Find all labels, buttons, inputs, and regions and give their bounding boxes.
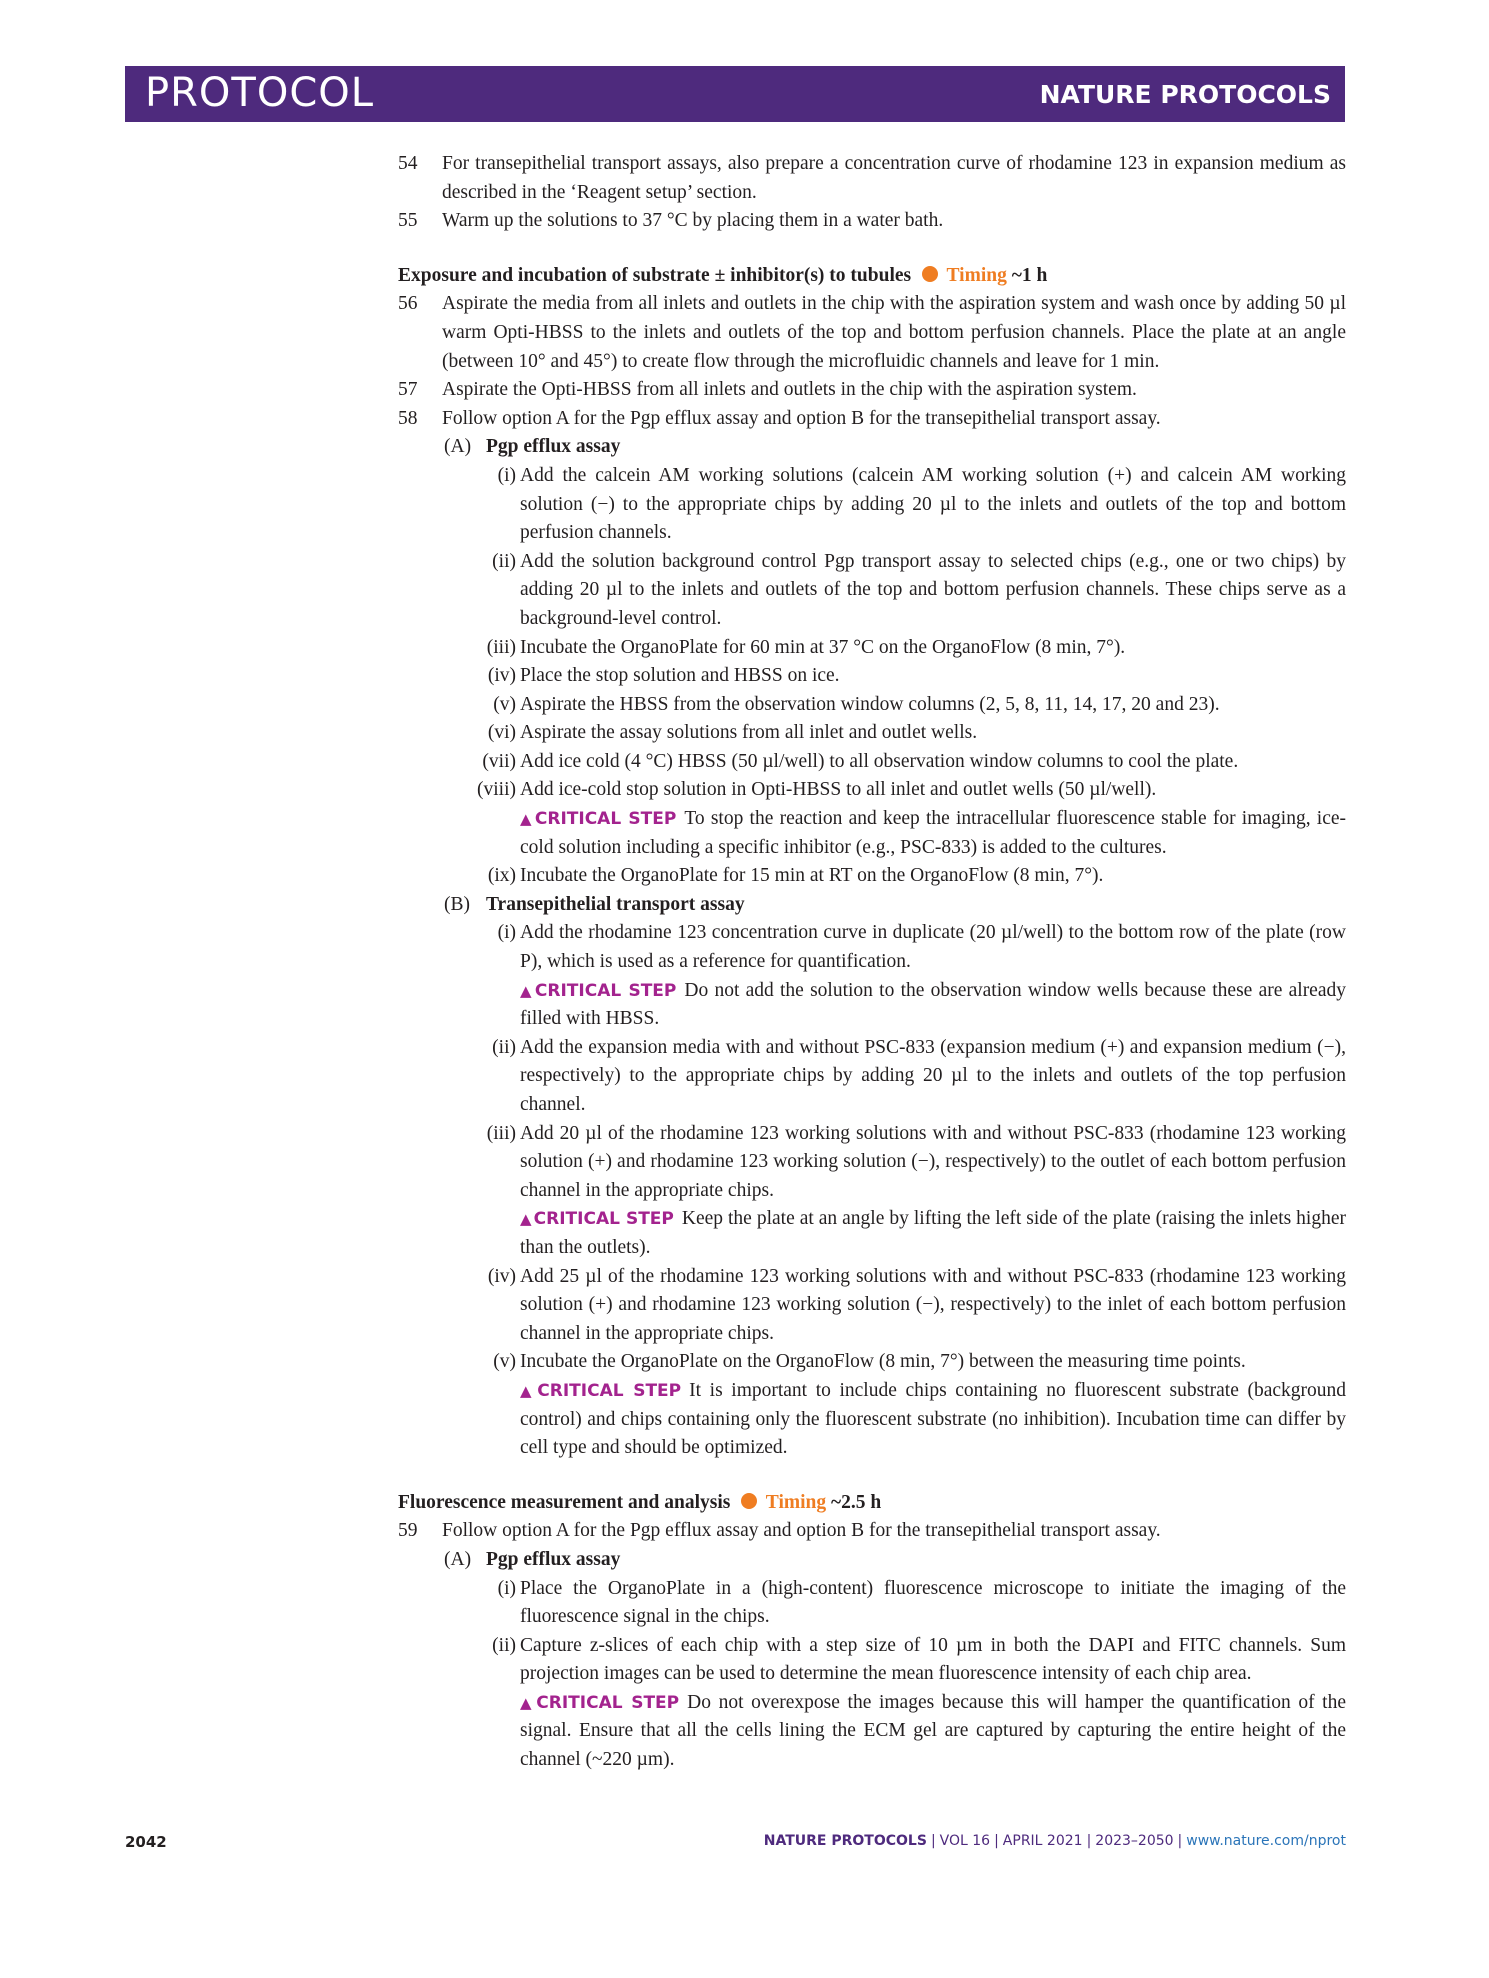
substep-item: [398, 719, 1346, 748]
substep-item: [398, 1575, 1346, 1632]
substep-text: Add 20 µl of the rhodamine 123 working solutions with and without PSC-833 (rhodamine 123 working solution (+) and rhodamine 123 working solution (−), respectively) to the outlet of each bottom perfusion channel in the appropriate chips.: [520, 1122, 1346, 1201]
step-57: [398, 376, 1346, 405]
substep-list-58A: [398, 462, 1346, 891]
substep-numeral: (i): [497, 922, 516, 944]
critical-step-text-label: CRITICAL STEP: [534, 809, 677, 830]
substep-text: Add 25 µl of the rhodamine 123 working solutions with and without PSC-833 (rhodamine 123 working solution (+) and rhodamine 123 working solution (−), respectively) to the inlet of each bottom perfusion channel in the appropriate chips.: [520, 1265, 1346, 1344]
warning-triangle-icon: ▲: [520, 1381, 536, 1400]
substep-text: Add the solution background control Pgp transport assay to selected chips (e.g., one or two chips) by adding 20 µl to the inlets and outlets of the top and bottom perfusion channels. These chips serve as a background-level control.: [520, 550, 1346, 629]
critical-step-text-label: CRITICAL STEP: [536, 1692, 680, 1713]
critical-step-note: [520, 1205, 1346, 1262]
substep-numeral: (ii): [492, 1634, 516, 1656]
critical-step-note: [520, 1377, 1346, 1463]
substep-item: [398, 662, 1346, 691]
substep-numeral: (ii): [492, 1036, 516, 1058]
substep-numeral: (vii): [482, 750, 516, 772]
header-bar: [125, 66, 1345, 122]
substep-text: Aspirate the HBSS from the observation window columns (2, 5, 8, 11, 14, 17, 20 and 23).: [520, 693, 1220, 715]
substep-item: [398, 1348, 1346, 1462]
substep-item: [398, 1034, 1346, 1120]
critical-step-text-label: CRITICAL STEP: [537, 1380, 682, 1401]
substep-item: [398, 862, 1346, 891]
page-number: 2042: [125, 1833, 167, 1851]
step-56: [398, 290, 1346, 376]
substep-numeral: (iv): [487, 665, 516, 687]
warning-triangle-icon: ▲: [520, 1210, 532, 1229]
warning-triangle-icon: ▲: [520, 981, 533, 1000]
step-number: 56: [398, 293, 418, 315]
substep-text: Aspirate the assay solutions from all inlet and outlet wells.: [520, 722, 978, 744]
warning-triangle-icon: ▲: [520, 1693, 535, 1712]
substep-item: [398, 919, 1346, 1033]
critical-step-text: It is important to include chips containing no fluorescent substrate (background control) and chips containing only the fluorescent substrate (no inhibition). Incubation time can differ by cell type and should be optimized.: [520, 1379, 1347, 1459]
step-text: Warm up the solutions to 37 °C by placing them in a water bath.: [442, 210, 944, 232]
substep-text: Incubate the OrganoPlate for 60 min at 37 °C on the OrganoFlow (8 min, 7°).: [520, 636, 1126, 658]
substep-item: [398, 1263, 1346, 1349]
option-title: Transepithelial transport assay: [486, 893, 745, 915]
substep-item: [398, 748, 1346, 777]
substep-numeral: (ii): [492, 550, 516, 572]
step-text: For transepithelial transport assays, also prepare a concentration curve of rhodamine 123 in expansion medium as described in the ‘Reagent setup’ section.: [442, 153, 1346, 203]
critical-step-text: Keep the plate at an angle by lifting the left side of the plate (raising the inlets higher than the outlets).: [520, 1208, 1347, 1258]
critical-step-note: [520, 977, 1346, 1034]
footer-date: APRIL 2021: [1002, 1833, 1083, 1849]
substep-item: [398, 1632, 1346, 1775]
option-58A: [398, 433, 1346, 462]
footer-journal: NATURE PROTOCOLS: [763, 1833, 927, 1849]
footer-url-link[interactable]: www.nature.com/nprot: [1186, 1833, 1346, 1849]
critical-step-note: [520, 805, 1346, 862]
substep-item: [398, 462, 1346, 548]
step-number: 54: [398, 153, 418, 174]
substep-numeral: (viii): [477, 779, 516, 801]
timing-dot-icon: [922, 266, 938, 282]
substep-item: [398, 634, 1346, 663]
timing-duration: ~2.5 h: [831, 1491, 882, 1513]
substep-list-58B: [398, 919, 1346, 1462]
critical-step-label: [520, 1209, 674, 1229]
critical-step-text-label: CRITICAL STEP: [533, 1209, 674, 1230]
critical-step-label: [520, 809, 676, 829]
substep-text: Place the stop solution and HBSS on ice.: [520, 665, 840, 687]
section-title: Exposure and incubation of substrate ± inhibitor(s) to tubules: [398, 264, 912, 286]
critical-step-text: To stop the reaction and keep the intracellular fluorescence stable for imaging, ice-cold solution including a specific inhibitor (e.g., PSC-833) is added to the cultures.: [520, 808, 1346, 858]
section-title: Fluorescence measurement and analysis: [398, 1491, 731, 1513]
option-58B: [398, 891, 1346, 920]
option-label: (A): [444, 1548, 472, 1570]
timing-label: Timing: [765, 1491, 827, 1513]
substep-list-59A: [398, 1575, 1346, 1775]
substep-text: Add ice-cold stop solution in Opti-HBSS to all inlet and outlet wells (50 µl/well).: [520, 779, 1157, 801]
substep-numeral: (iii): [486, 1122, 516, 1144]
substep-text: Add the calcein AM working solutions (calcein AM working solution (+) and calcein AM working solution (−) to the appropriate chips by adding 20 µl to the inlets and outlets of the top and bottom perfusion channels.: [520, 464, 1346, 544]
step-number: 55: [398, 210, 418, 232]
option-title: Pgp efflux assay: [486, 436, 621, 458]
step-text: Aspirate the Opti-HBSS from all inlets and outlets in the chip with the aspiration system.: [442, 379, 1137, 401]
warning-triangle-icon: ▲: [520, 810, 533, 829]
critical-step-text-label: CRITICAL STEP: [534, 980, 677, 1001]
step-text: Follow option A for the Pgp efflux assay and option B for the transepithelial transport assay.: [442, 1520, 1161, 1542]
step-text: Follow option A for the Pgp efflux assay and option B for the transepithelial transport assay.: [442, 407, 1161, 429]
step-55: [398, 207, 1346, 236]
timing-dot-icon: [741, 1493, 757, 1509]
section-heading-exposure: [398, 262, 1346, 291]
step-59: [398, 1517, 1346, 1546]
step-text: Aspirate the media from all inlets and outlets in the chip with the aspiration system and wash once by adding 50 µl warm Opti-HBSS to the inlets and outlets of the top and bottom perfusion channels. Place the plate at an angle (between 10° and 45°) to create flow through the microfluidic channels and leave for 1 min.: [442, 293, 1346, 372]
option-label: (B): [444, 893, 470, 915]
critical-step-label: [520, 1381, 681, 1401]
step-number: 57: [398, 379, 418, 401]
critical-step-label: [520, 1693, 679, 1713]
header-journal-name: NATURE PROTOCOLS: [1039, 80, 1331, 109]
substep-numeral: (ix): [487, 865, 516, 887]
critical-step-label: [520, 981, 676, 1001]
header-section-label: PROTOCOL: [145, 70, 375, 116]
step-54: [398, 150, 1346, 207]
substep-numeral: (i): [497, 1577, 516, 1599]
substep-item: [398, 548, 1346, 634]
critical-step-text: Do not add the solution to the observation window wells because these are already filled with HBSS.: [520, 979, 1346, 1030]
substep-text: Incubate the OrganoPlate for 15 min at RT on the OrganoFlow (8 min, 7°).: [520, 865, 1104, 887]
step-number: 58: [398, 407, 418, 429]
substep-text: Incubate the OrganoPlate on the OrganoFlow (8 min, 7°) between the measuring time points.: [520, 1351, 1246, 1373]
main-content: [398, 150, 1346, 1775]
footer-pages: 2023–2050: [1095, 1833, 1174, 1849]
substep-numeral: (vi): [487, 722, 516, 744]
section-heading-fluorescence: [398, 1489, 1346, 1518]
substep-item: [398, 776, 1346, 862]
footer-volume: VOL 16: [939, 1833, 991, 1849]
substep-item: [398, 691, 1346, 720]
substep-text: Add the rhodamine 123 concentration curve in duplicate (20 µl/well) to the bottom row of the plate (row P), which is used as a reference for quantification.: [520, 922, 1346, 973]
timing-label: Timing: [946, 264, 1007, 286]
step-number: 59: [398, 1520, 418, 1542]
timing-duration: ~1 h: [1011, 264, 1048, 286]
substep-text: Add the expansion media with and without PSC-833 (expansion medium (+) and expansion medium (−), respectively) to the appropriate chips by adding 20 µl to the inlets and outlets of the top perfusion channel.: [520, 1036, 1346, 1115]
step-58: [398, 405, 1346, 434]
substep-item: [398, 1120, 1346, 1263]
substep-text: Capture z-slices of each chip with a step size of 10 µm in both the DAPI and FITC channels. Sum projection images can be used to determine the mean fluorescence intensity of each chip area.: [520, 1634, 1346, 1685]
option-label: (A): [444, 436, 472, 458]
critical-step-note: [520, 1689, 1346, 1775]
substep-numeral: (v): [493, 1351, 516, 1373]
substep-numeral: (v): [493, 693, 516, 715]
option-59A: [398, 1546, 1346, 1575]
substep-numeral: (iii): [486, 636, 516, 658]
substep-text: Add ice cold (4 °C) HBSS (50 µl/well) to all observation window columns to cool the plate.: [520, 750, 1239, 772]
footer-citation: NATURE PROTOCOLS | VOL 16 | APRIL 2021 | 2023–2050 | www.nature.com/nprot: [763, 1833, 1346, 1849]
critical-step-text: Do not overexpose the images because this will hamper the quantification of the signal. Ensure that all the cells lining the ECM gel are captured by capturing the entire height of the channel (~220 µm).: [520, 1691, 1347, 1771]
substep-text: Place the OrganoPlate in a (high-content) fluorescence microscope to initiate the imaging of the fluorescence signal in the chips.: [520, 1577, 1346, 1628]
substep-numeral: (i): [497, 464, 516, 486]
option-title: Pgp efflux assay: [486, 1548, 621, 1570]
substep-numeral: (iv): [487, 1265, 516, 1287]
